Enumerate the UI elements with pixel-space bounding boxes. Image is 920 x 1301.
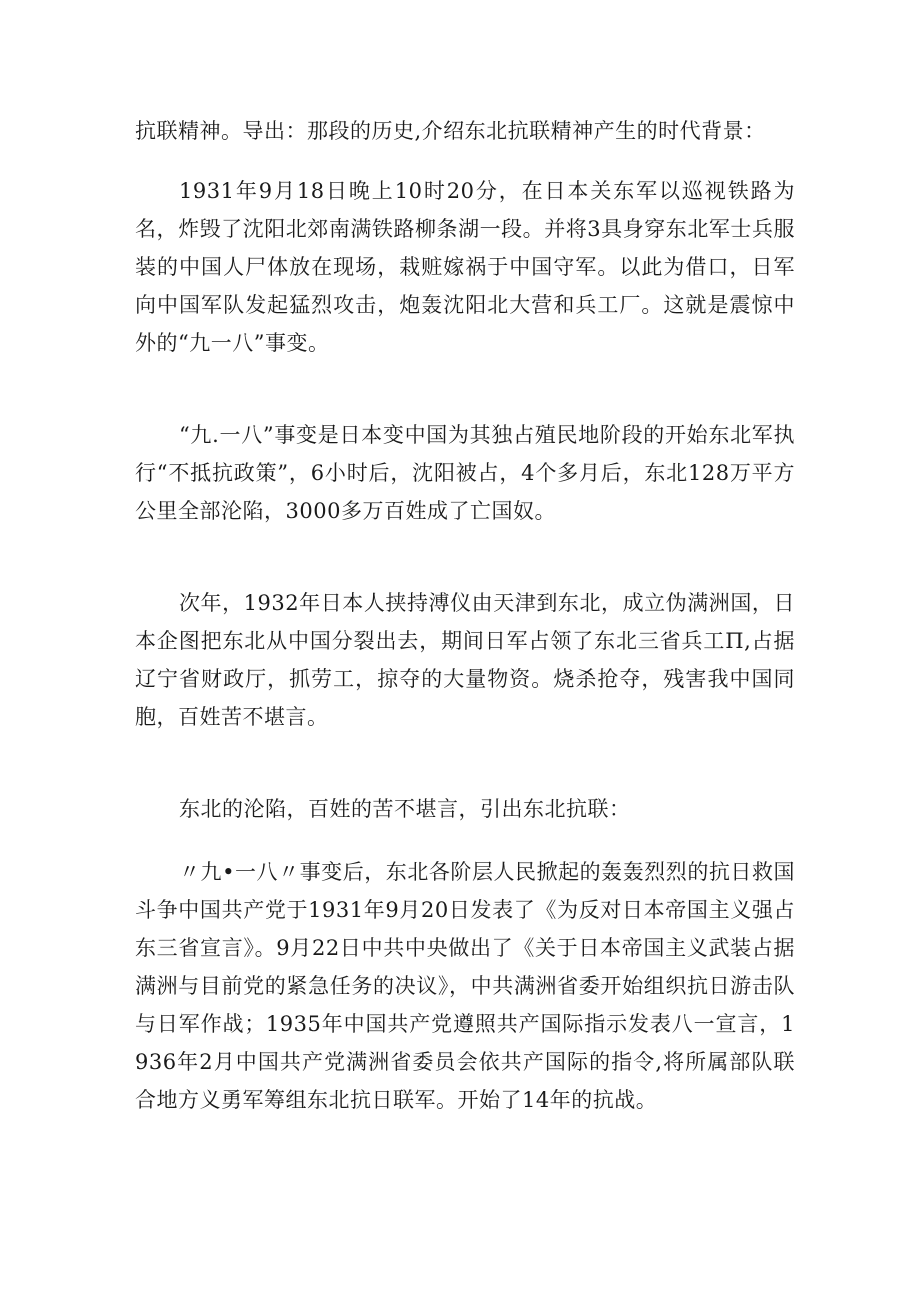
paragraph-intro: 抗联精神。导出：那段的历史,介绍东北抗联精神产生的时代背景：	[135, 119, 766, 143]
paragraph-anti-japanese-army: 〃九•一八〃事变后，东北各阶层人民掀起的轰轰烈烈的抗日救国斗争中国共产党于1931年9月20日发表了《为反对日本帝国主义强占东三省宣言》。9月22日中共中央做出了《关于日本帝国主义武装占据满洲与目前党的紧急任务的决议》，中共满洲省委开始组织抗日游击队与日军作战；1935年中国共产党遵照共产国际指示发表八一宣言，1936年2月中国共产党满洲省委员会依共产国际的指令,将所属部队联合地方义勇军筹组东北抗日联军。开始了14年的抗战。	[135, 860, 795, 1112]
paragraph-lead-in: 东北的沦陷，百姓的苦不堪言，引出东北抗联：	[179, 797, 631, 821]
paragraph-non-resistance: “九.一八”事变是日本变中国为其独占殖民地阶段的开始东北军执行“不抵抗政策”，6小时后，沈阳被占，4个多月后，东北128万平方公里全部沦陷，3000多万百姓成了亡国奴。	[135, 423, 795, 523]
paragraph-918-incident: 1931年9月18日晚上10时20分，在日本关东军以巡视铁路为名，炸毁了沈阳北郊南满铁路柳条湖一段。并将3具身穿东北军士兵服装的中国人尸体放在现场，栽赃嫁祸于中国守军。以此为借口，日军向中国军队发起猛烈攻击，炮轰沈阳北大营和兵工厂。这就是震惊中外的“九一八”事变。	[135, 179, 795, 355]
paragraph-manchukuo: 次年，1932年日本人挟持溥仪由天津到东北，成立伪满洲国，日本企图把东北从中国分裂出去，期间日军占领了东北三省兵工Π,占据辽宁省财政厅，抓劳工，掠夺的大量物资。烧杀抢夺，残害我中国同胞，百姓苦不堪言。	[135, 591, 795, 729]
